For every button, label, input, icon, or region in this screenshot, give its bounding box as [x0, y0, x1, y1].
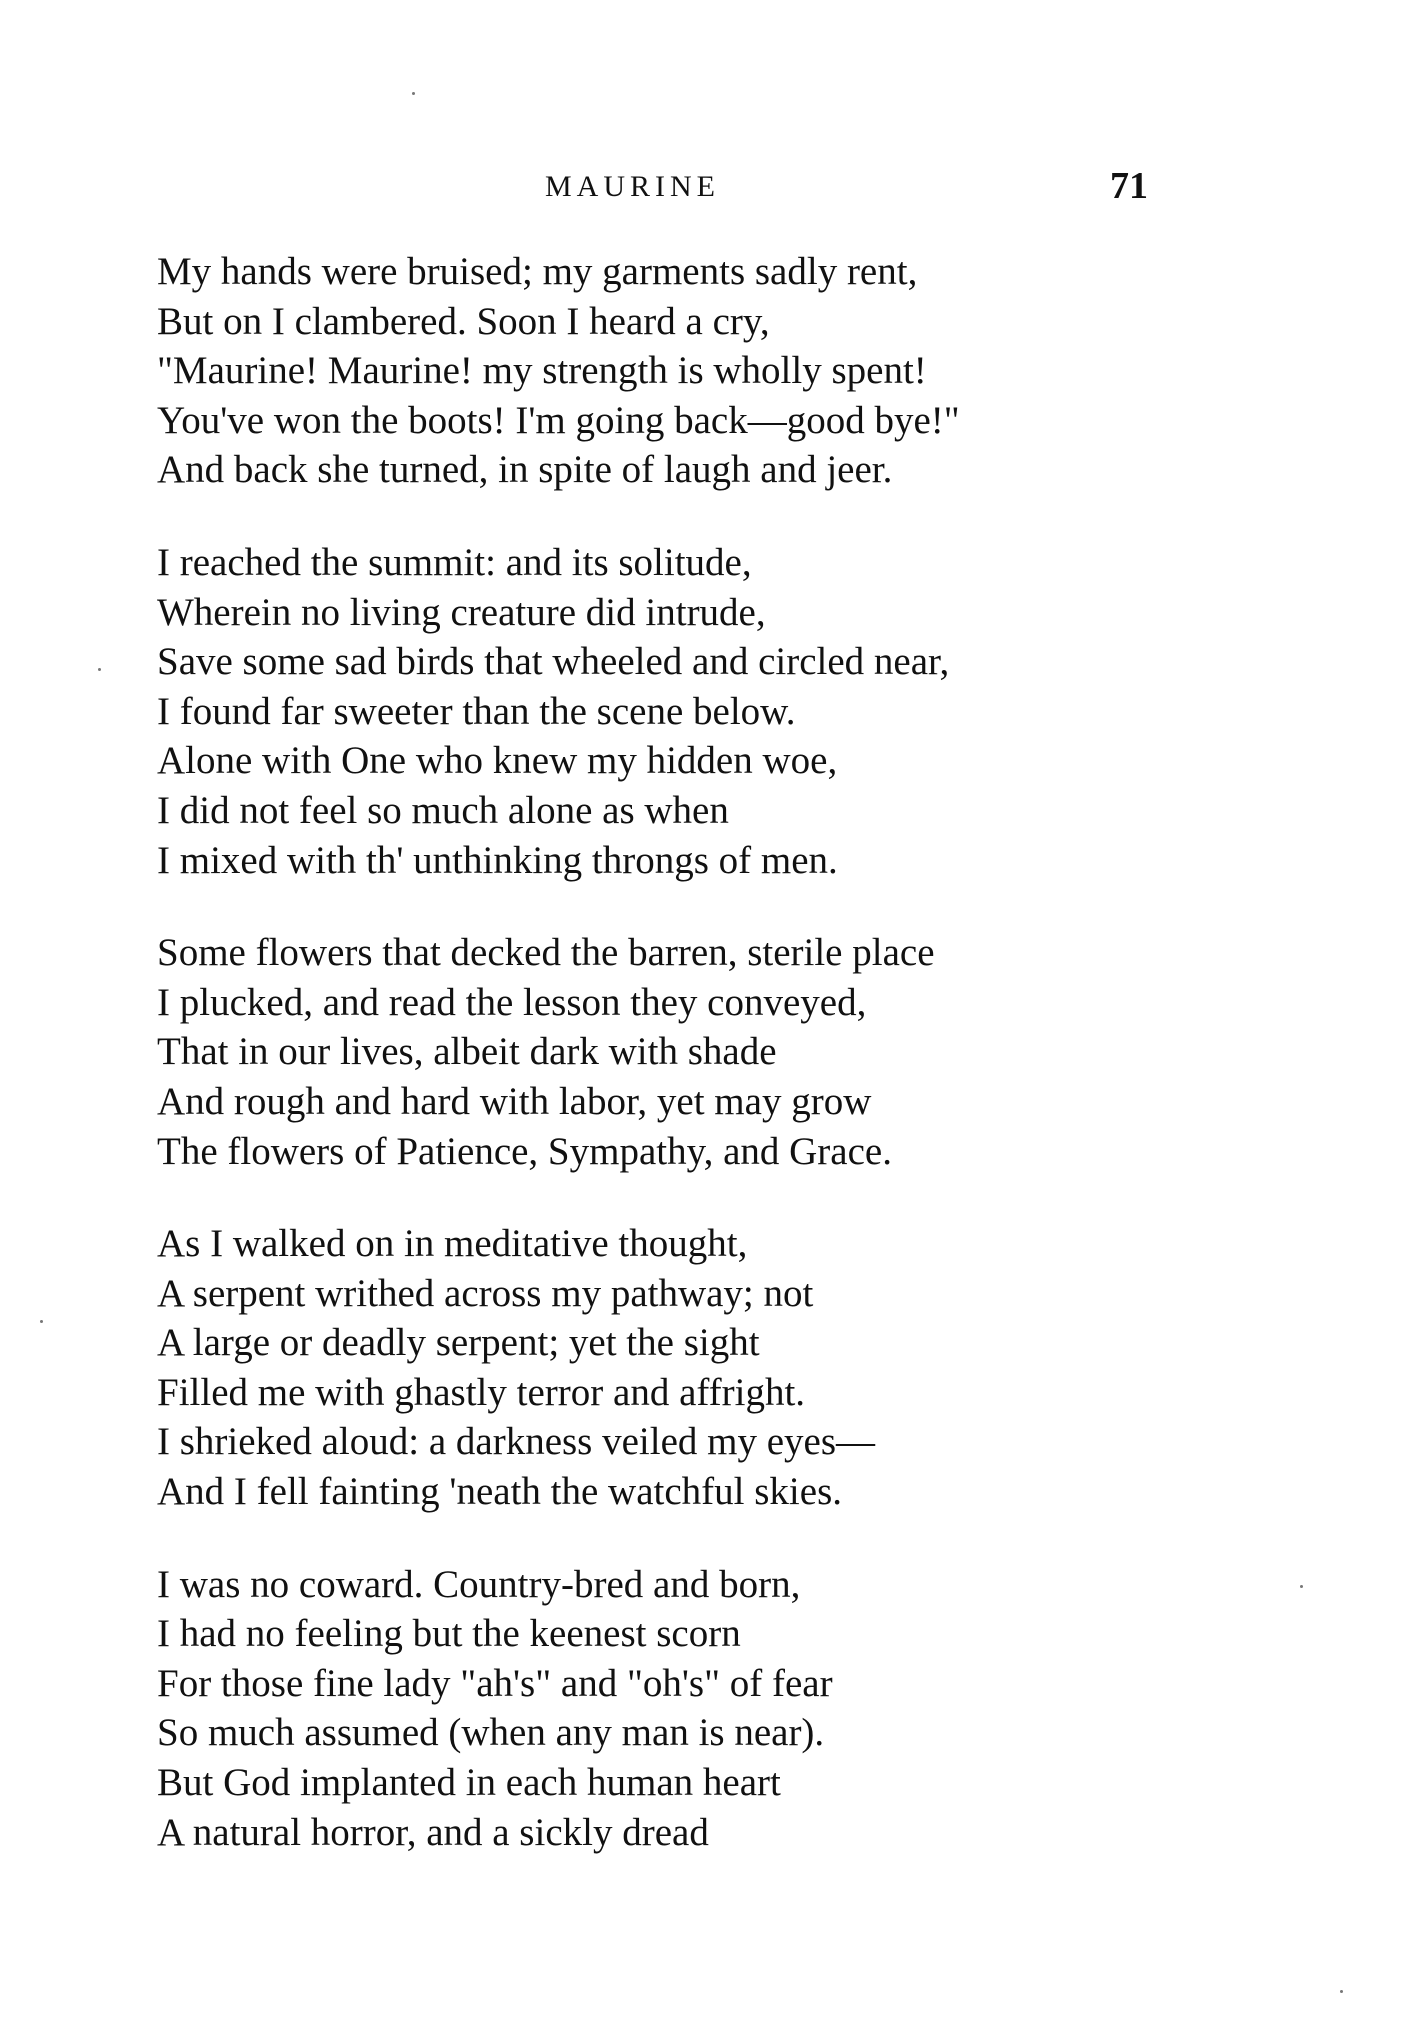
- stanza-2: [157, 538, 1357, 885]
- poem-line: My hands were bruised; my garments sadly rent,: [157, 250, 918, 293]
- poem-line: I mixed with th' unthinking throngs of men.: [157, 838, 838, 882]
- scan-speck: [1300, 1585, 1303, 1588]
- poem-line: I was no coward. Country-bred and born,: [157, 1562, 801, 1606]
- page-number: 71: [1110, 165, 1148, 207]
- poem-line: So much assumed (when any man is near).: [157, 1711, 825, 1755]
- poem-line: But on I clambered. Soon I heard a cry,: [157, 299, 770, 343]
- poem-line: A serpent writhed across my pathway; not: [157, 1271, 814, 1315]
- poem-line: I had no feeling but the keenest scorn: [157, 1612, 741, 1656]
- poem-line: And I fell fainting 'neath the watchful skies.: [157, 1470, 842, 1514]
- stanza-3: [157, 928, 1357, 1176]
- poem-line: As I walked on in meditative thought,: [157, 1222, 748, 1266]
- poem-line: Save some sad birds that wheeled and circled near,: [157, 640, 950, 684]
- poem-line: Wherein no living creature did intrude,: [157, 590, 766, 634]
- scan-speck: [412, 92, 415, 95]
- poem-line: I reached the summit: and its solitude,: [157, 540, 752, 584]
- poem-line: And rough and hard with labor, yet may grow: [157, 1079, 872, 1123]
- stanza-4: [157, 1219, 1357, 1517]
- poem-line: And back she turned, in spite of laugh and jeer.: [157, 448, 893, 492]
- poem-line: I found far sweeter than the scene below.: [157, 689, 796, 733]
- stanza-1: [157, 247, 1357, 495]
- poem-line: A large or deadly serpent; yet the sight: [157, 1321, 760, 1365]
- poem-line: "Maurine! Maurine! my strength is wholly spent!: [157, 349, 927, 393]
- poem-line: I plucked, and read the lesson they conveyed,: [157, 980, 867, 1024]
- poem-body: [157, 247, 1357, 1857]
- scan-speck: [98, 668, 101, 671]
- poem-line: You've won the boots! I'm going back—good bye!": [157, 398, 960, 442]
- scan-speck: [1340, 1990, 1343, 1993]
- poem-line: That in our lives, albeit dark with shade: [157, 1030, 777, 1074]
- stanza-5: [157, 1560, 1357, 1858]
- poem-line: The flowers of Patience, Sympathy, and Grace.: [157, 1129, 892, 1173]
- poem-line: Filled me with ghastly terror and affright.: [157, 1370, 806, 1414]
- poem-line: I shrieked aloud: a darkness veiled my eyes—: [157, 1420, 876, 1464]
- poem-line: Alone with One who knew my hidden woe,: [157, 739, 838, 783]
- poem-line: For those fine lady "ah's" and "oh's" of fear: [157, 1661, 833, 1705]
- poem-line: A natural horror, and a sickly dread: [157, 1810, 709, 1854]
- poem-line: But God implanted in each human heart: [157, 1761, 781, 1805]
- poem-line: I did not feel so much alone as when: [157, 788, 729, 832]
- running-header-title: MAURINE: [545, 170, 720, 203]
- poem-line: Some flowers that decked the barren, sterile place: [157, 931, 935, 975]
- scan-speck: [40, 1320, 43, 1323]
